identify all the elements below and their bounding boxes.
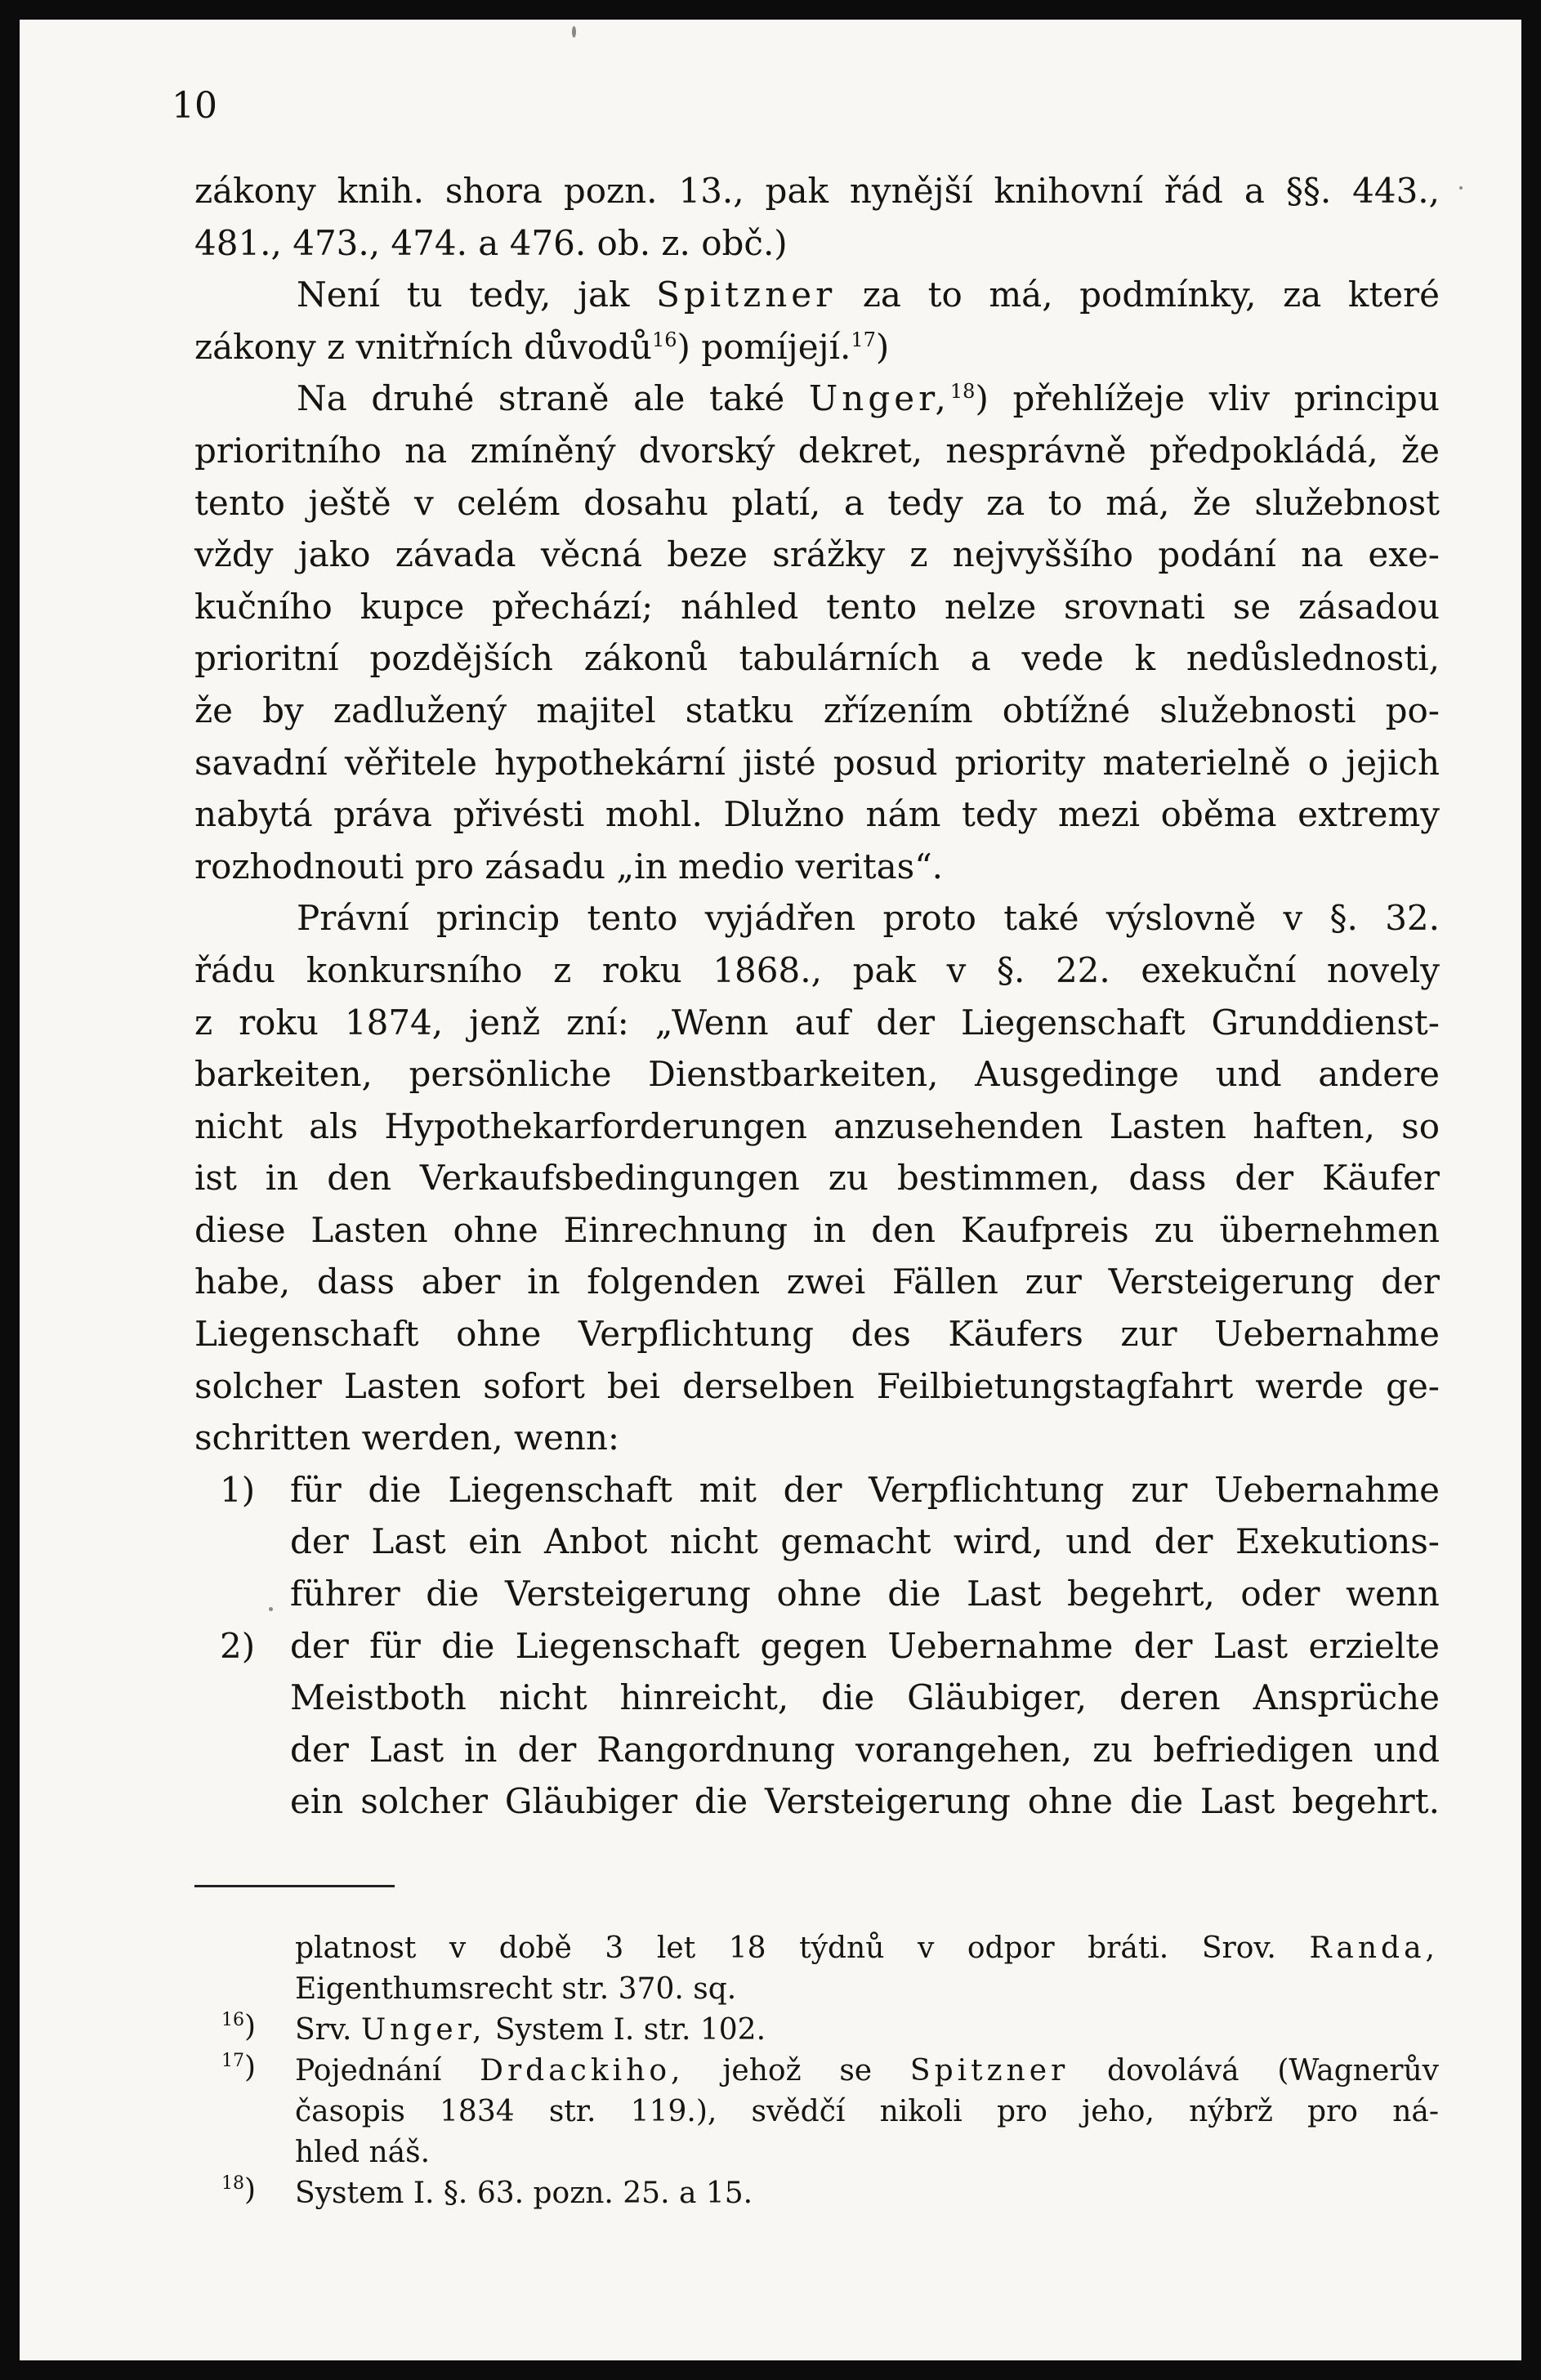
page-number: 10 (172, 85, 217, 127)
text-line: zákony knih. shora pozn. 13., pak nynější knihovní řád a §§. 443., (194, 171, 1440, 211)
print-speck (1459, 186, 1463, 190)
text-line: z roku 1874, jenž zní: „Wenn auf der Liegenschaft Grunddienst- (194, 1002, 1440, 1043)
footnote-separator (194, 1885, 395, 1887)
text-line: Právní princip tento vyjádřen proto také výslovně v §. 32. (297, 898, 1440, 939)
footnote-line: System I. §. 63. pozn. 25. a 15. (295, 2177, 753, 2210)
footnote-ref-18: 18 (949, 380, 976, 404)
text-line: že by zadlužený majitel statku zřízením obtížné služebnosti po- (194, 690, 1440, 730)
footnote-line: hled náš. (295, 2136, 431, 2169)
list-item-1 (194, 1464, 1440, 1620)
footnote-ref-17: 17 (851, 328, 876, 351)
footnote-18 (221, 2173, 1439, 2214)
author-name: Drdackiho, (480, 2054, 685, 2088)
text-line: kučního kupce přechází; náhled tento nelze srovnati se zásadou (194, 586, 1440, 627)
text-line: nicht als Hypothekarforderungen anzusehenden Lasten haften, so (194, 1105, 1440, 1146)
book-page (20, 20, 1521, 2360)
author-name: Spitzner (909, 2054, 1070, 2088)
text-line: der Last ein Anbot nicht gemacht wird, und der Exekutions- (290, 1521, 1440, 1562)
footnote-ref-16: 16 (651, 328, 677, 351)
text-line: vždy jako závada věcná beze srážky z nejvyššího podání na exe- (194, 534, 1440, 575)
footnote-mark: $^{17}$) (221, 2051, 257, 2084)
list-item-2 (194, 1620, 1440, 1828)
text-line: für die Liegenschaft mit der Verpflichtung zur Uebernahme (290, 1469, 1440, 1510)
text-line: führer die Versteigerung ohne die Last begehrt, oder wenn (290, 1574, 1440, 1614)
footnote-mark: $^{16}$) (221, 2010, 257, 2043)
footnote-line: Srv. Unger, System I. str. 102. (295, 2013, 766, 2047)
text-line: ist in den Verkaufsbedingungen zu bestimmen, dass der Käufer (194, 1158, 1440, 1199)
text-line: der für die Liegenschaft gegen Uebernahme der Last erzielte (290, 1625, 1440, 1666)
text-line: rozhodnouti pro zásadu „in medio veritas“. (194, 846, 944, 886)
text-line: der Last in der Rangordnung vorangehen, zu befriedigen und (290, 1729, 1440, 1770)
footnote-line: časopis 1834 str. 119.), svědčí nikoli pro jeho, nýbrž pro ná- (295, 2095, 1439, 2128)
text-line: schritten werden, wenn: (194, 1418, 620, 1458)
text-line: Liegenschaft ohne Verpflichtung des Käufers zur Uebernahme (194, 1314, 1440, 1355)
footnote-line: Pojednání Drdackiho, jehož se Spitzner dovolává (Wagnerův (295, 2054, 1439, 2088)
text-line: prioritního na zmíněný dvorský dekret, nesprávně předpokládá, že (194, 430, 1440, 471)
text-line: habe, dass aber in folgenden zwei Fällen zur Versteigerung der (194, 1261, 1440, 1302)
main-text (194, 165, 1440, 1828)
text-line: barkeiten, persönliche Dienstbarkeiten, Ausgedinge und andere (194, 1054, 1440, 1095)
text-line: řádu konkursního z roku 1868., pak v §. 22. exekuční novely (194, 949, 1440, 990)
text-line: diese Lasten ohne Einrechnung in den Kaufpreis zu übernehmen (194, 1209, 1440, 1250)
footnote-line: Eigenthumsrecht str. 370. sq. (295, 1972, 737, 2006)
text-line: nabytá práva přivésti mohl. Dlužno nám tedy mezi oběma extremy (194, 794, 1440, 835)
footnote-mark: $^{18}$) (221, 2173, 257, 2207)
text-line: Na druhé straně ale také Unger,$^{18}$) přehlížeje vliv principu (297, 378, 1440, 419)
text-line: savadní věřitele hypothekární jisté posud priority materielně o jejich (194, 742, 1440, 783)
text-line: prioritní pozdějších zákonů tabulárních a vede k nedůslednosti, (194, 638, 1440, 679)
footnotes (221, 1928, 1439, 2214)
print-speck (572, 26, 576, 38)
author-name: Spitzner (656, 275, 837, 315)
author-name: Unger, (808, 378, 950, 419)
list-number: 2) (220, 1625, 256, 1666)
text-line: ein solcher Gläubiger die Versteigerung ohne die Last begehrt. (290, 1781, 1440, 1822)
print-speck (269, 1607, 273, 1611)
text-line: tento ještě v celém dosahu platí, a tedy za to má, že služebnost (194, 482, 1440, 523)
text-line: Není tu tedy, jak Spitzner za to má, podmínky, za které (297, 275, 1440, 315)
text-line: solcher Lasten sofort bei derselben Feilbietungstagfahrt werde ge- (194, 1365, 1440, 1406)
text-line: 481., 473., 474. a 476. ob. z. obč.) (194, 222, 788, 263)
author-name: Randa, (1309, 1931, 1439, 1965)
text-line: Meistboth nicht hinreicht, die Gläubiger, deren Ansprüche (290, 1677, 1440, 1718)
footnote-17 (221, 2051, 1439, 2173)
author-name: Unger, (360, 2013, 486, 2047)
text-line: zákony z vnitřních důvodů$^{16}$) pomíjejí.$^{17}$) (194, 326, 890, 367)
footnote-line: platnost v době 3 let 18 týdnů v odpor bráti. Srov. Randa, (295, 1931, 1439, 1965)
list-number: 1) (220, 1469, 256, 1510)
footnote-16 (221, 2010, 1439, 2051)
